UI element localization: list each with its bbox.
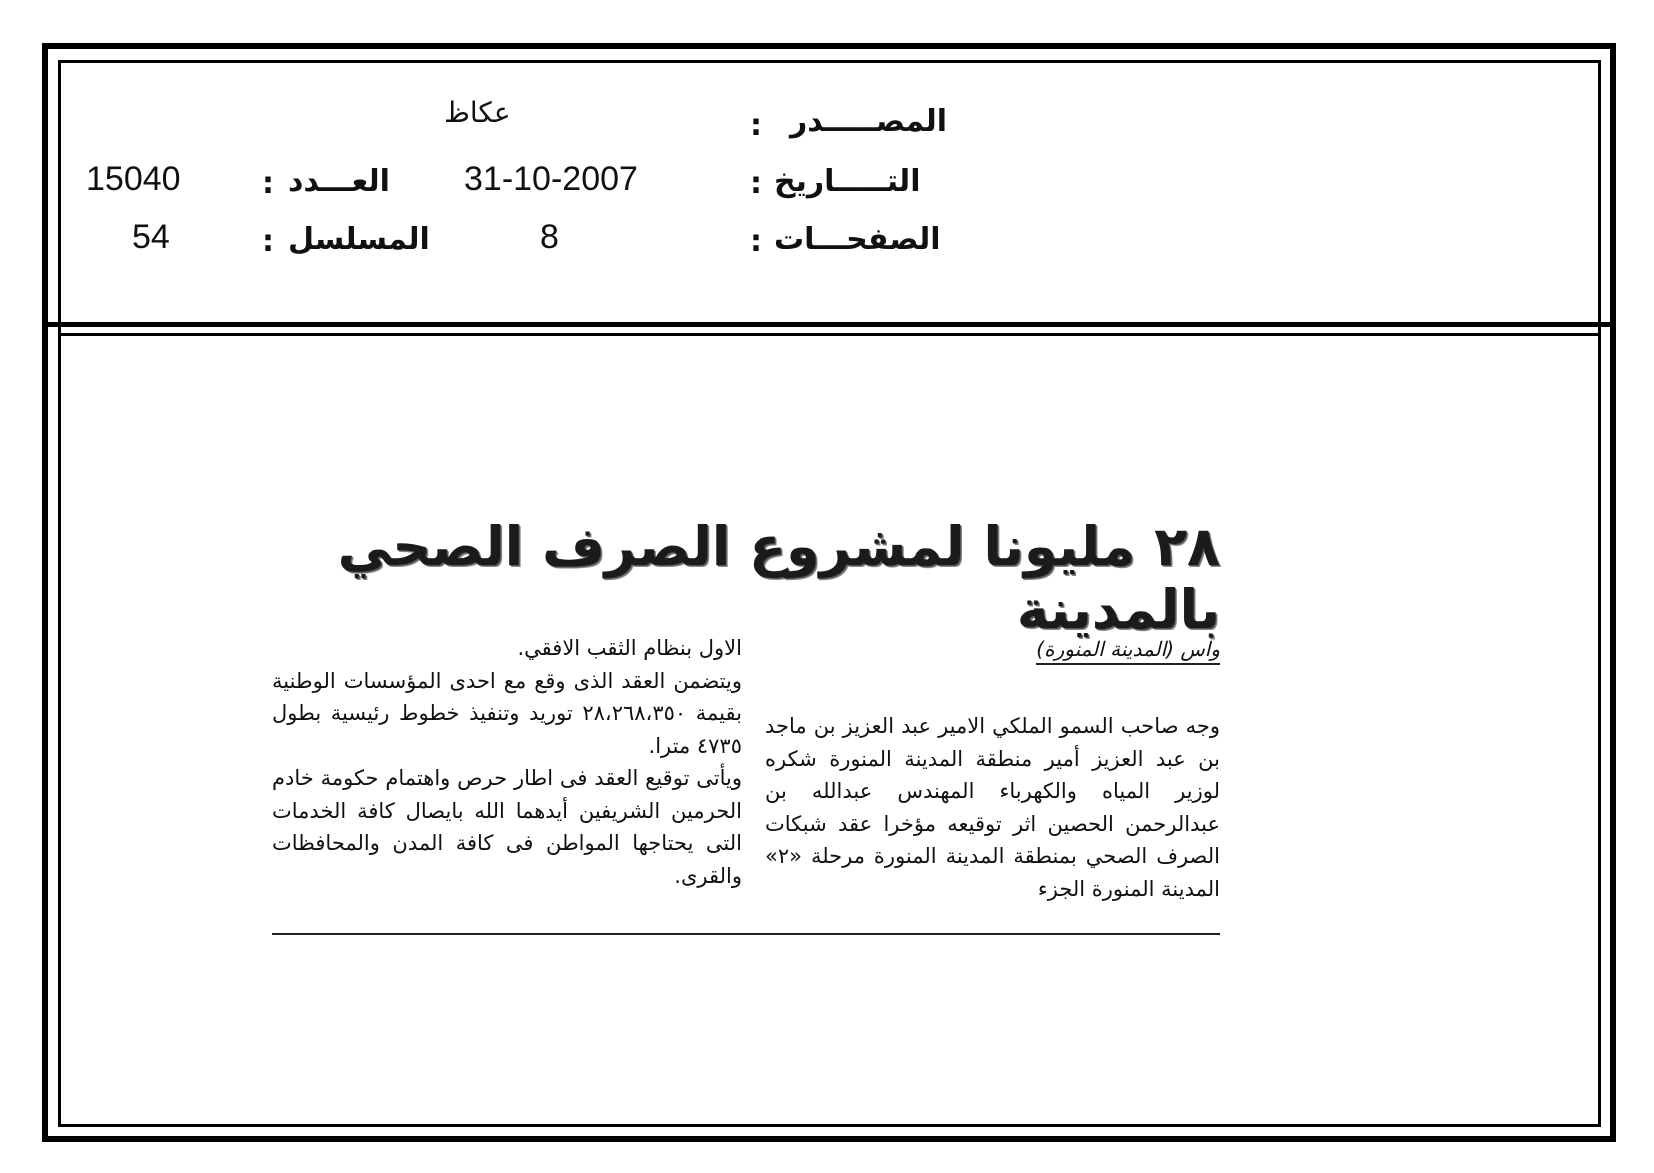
article-paragraph: ويأتى توقيع العقد فى اطار حرص واهتمام حكومة خادم الحرمين الشريفين أيدهما الله بايصال كافة الخدمات التى يحتاجها المواطن فى كافة المدن والمحافظات والقرى.	[272, 766, 742, 888]
date-label: التـــــاريخ	[774, 164, 921, 199]
article-paragraph: الاول بنظام الثقب الافقي.	[517, 636, 742, 660]
header-divider-inner	[58, 333, 1601, 336]
issue-value: 15040	[86, 160, 181, 198]
source-label: المصـــــدر	[790, 104, 948, 139]
article-paragraph: وجه صاحب السمو الملكي الامير عبد العزيز بن ماجد بن عبد العزيز أمير منطقة المدينة المنورة شكره لوزير المياه والكهرباء المهندس عبدالله بن عبدالرحمن الحصين اثر توقيعه مؤخرا عقد شبكات الصرف الصحي بمنطقة المدينة المنورة مرحلة «٢» المدينة المنورة الجزء	[765, 714, 1220, 901]
issue-label: العـــدد	[288, 164, 390, 199]
issue-colon: :	[262, 166, 274, 201]
serial-colon: :	[262, 224, 274, 259]
pages-value: 8	[540, 218, 559, 256]
source-colon: :	[750, 108, 762, 143]
date-colon: :	[750, 166, 762, 201]
article-byline: واس (المدينة المنورة)	[1036, 637, 1220, 665]
article-column-left	[272, 632, 742, 892]
pages-label: الصفحـــات	[774, 222, 941, 257]
article-column-right	[765, 710, 1220, 905]
article-headline: ٢٨ مليونا لمشروع الصرف الصحي بالمدينة	[337, 515, 1220, 641]
serial-label: المسلسل	[288, 222, 430, 257]
date-value: 31-10-2007	[464, 160, 638, 198]
article-paragraph: ويتضمن العقد الذى وقع مع احدى المؤسسات الوطنية بقيمة ٢٨،٢٦٨،٣٥٠ توريد وتنفيذ خطوط رئيسية بطول ٤٧٣٥ مترا.	[272, 668, 742, 758]
source-value: عكاظ	[444, 96, 511, 129]
pages-colon: :	[750, 224, 762, 259]
clipping-bottom-rule	[272, 933, 1220, 935]
serial-value: 54	[132, 218, 170, 256]
newspaper-clipping	[272, 515, 1220, 935]
header-divider	[42, 322, 1616, 327]
